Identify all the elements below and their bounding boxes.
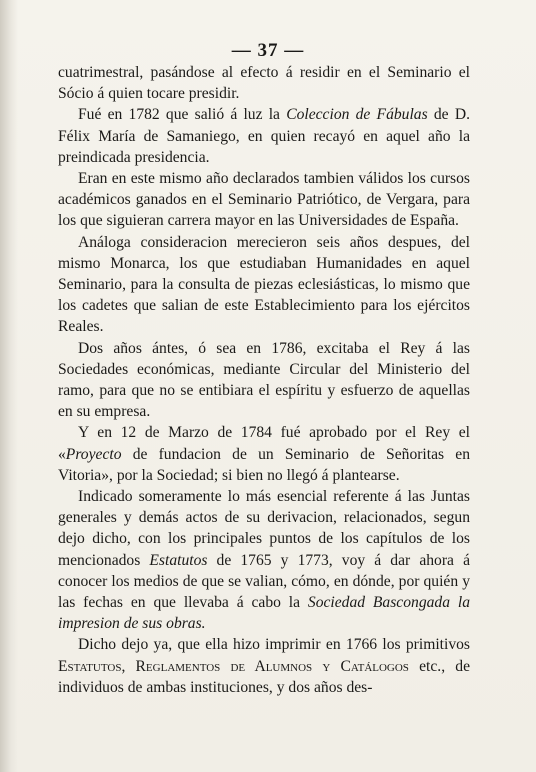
page-number: — 37 — xyxy=(231,40,305,61)
text-run: Dos años ántes, ó sea en 1786, excitaba el Rey á las Sociedades económicas, mediante Circular del Ministerio del ramo, para que no se entibiara el espíritu y esfuerzo de aquellas en su empresa. xyxy=(58,339,470,421)
paragraph xyxy=(58,168,470,232)
text-run: cuatrimestral, pasándose al efecto á residir en el Seminario el Sócio á quien tocare presidir. xyxy=(58,64,470,103)
body-text xyxy=(58,62,470,698)
paragraph xyxy=(58,104,470,168)
paragraph xyxy=(58,62,470,104)
italic-text: Coleccion de Fábulas xyxy=(286,106,428,124)
text-run: de fundacion de un Seminario de Señoritas en Vitoria», por la Sociedad; si bien no llegó á plantearse. xyxy=(58,445,470,484)
italic-text: Estatutos xyxy=(149,551,208,569)
paragraph xyxy=(58,232,470,338)
text-run: Fué en 1782 que salió á luz la xyxy=(78,106,287,124)
text-run: Dicho dejo ya, que ella hizo imprimir en 1766 los primitivos xyxy=(78,636,470,654)
text-run: etc., de individuos de ambas instituciones, y dos años des- xyxy=(58,657,470,696)
text-run: de 1765 y 1773, voy á dar ahora á conocer los medios de que se valian, cómo, en dónde, por quién y las fechas en que llevaba á cabo la xyxy=(58,551,470,612)
text-run: Análoga consideracion merecieron seis años despues, del mismo Monarca, los que estudiaban Humanidades en aquel Seminario, para la consulta de piezas eclesiásticas, lo mismo que los cadetes que salian de este Establecimiento para los ejércitos Reales. xyxy=(58,233,470,336)
italic-text: Proyecto xyxy=(65,445,122,463)
small-caps-text: Estatutos, Reglamentos de Alumnos y Catálogos xyxy=(58,657,409,675)
text-run: Indicado someramente lo más esencial referente á las Juntas generales y demás actos de su derivacion, relacionados, segun dejo dicho, con los principales puntos de los capítulos de los mencionados xyxy=(58,488,470,569)
paragraph xyxy=(58,422,470,486)
text-run: Eran en este mismo año declarados tambien válidos los cursos académicos ganados en el Seminario Patriótico, de Vergara, para los que siguieran carrera mayor en las Universidades de España. xyxy=(58,170,470,230)
paragraph xyxy=(58,338,470,423)
text-run: Y en 12 de Marzo de 1784 fué aprobado por el Rey el « xyxy=(58,424,470,463)
page-gutter-shadow xyxy=(0,0,18,772)
text-run: de D. Félix María de Samaniego, en quien recayó en aquel año la preindicada presidencia. xyxy=(58,106,470,166)
paragraph xyxy=(58,634,470,698)
paragraph xyxy=(58,486,470,634)
italic-text: Sociedad Bascongada la impresion de sus obras. xyxy=(58,594,470,633)
